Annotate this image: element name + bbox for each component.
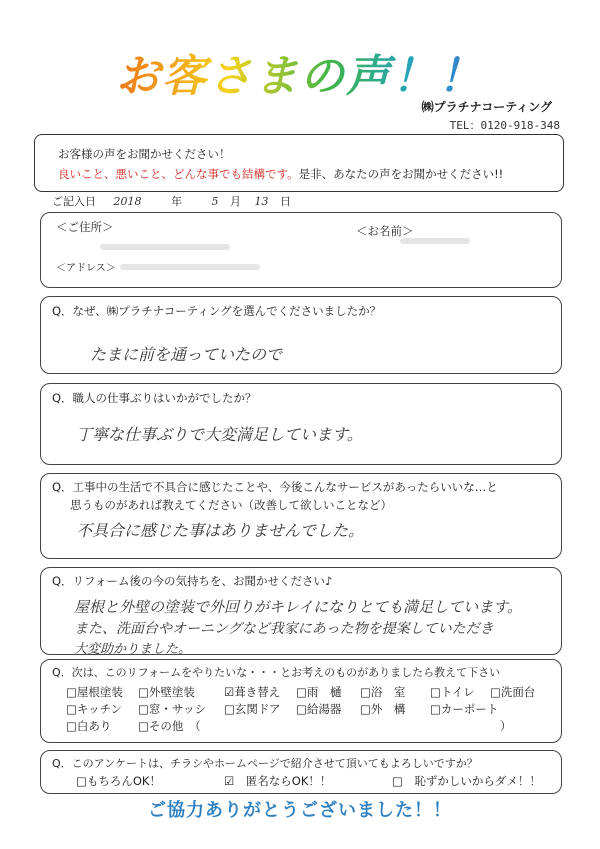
q6-option-ok: □もちろんOK！	[76, 774, 161, 788]
q5-option-roof-paint: □屋根塗装	[66, 685, 123, 699]
q5-option-bath: □浴 室	[360, 685, 406, 699]
redacted-address-2	[120, 264, 260, 270]
q2-answer: 丁寧な仕事ぶりで大変満足しています。	[76, 425, 363, 444]
footer-thanks: ご協力ありがとうございました！！	[148, 800, 452, 821]
date-line	[52, 193, 291, 209]
q5-option-gutter: □雨 樋	[296, 685, 342, 699]
intro-line1: お客様の声をお聞かせください！	[58, 147, 231, 161]
date-day: 13	[254, 195, 269, 208]
date-month-unit: 月	[230, 195, 241, 208]
q5-option-kitchen: □キッチン	[66, 702, 123, 716]
q5-option-wall-paint: □外壁塗装	[138, 685, 195, 699]
redacted-name	[400, 238, 470, 244]
date-year-unit: 年	[171, 195, 182, 208]
q2-question: Q．職人の仕事ぶりはいかがでしたか？	[52, 391, 257, 405]
q4-answer-line1: 屋根と外壁の塗装で外回りがキレイになりとても満足しています。	[74, 598, 522, 616]
q6-option-no: □ 恥ずかしいからダメ！！	[392, 774, 541, 788]
q4-answer-line2: また、洗面台やオーニングなど我家にあった物を提案していただき	[74, 621, 494, 637]
date-day-unit: 日	[280, 195, 291, 208]
q5-option-other-close: ）	[500, 719, 512, 733]
q6-option-anonymous: ☑ 匿名ならOK！！	[224, 774, 332, 788]
date-label: ご記入日	[52, 195, 96, 208]
q5-option-washbasin: □洗面台	[490, 685, 536, 699]
q5-option-carport: □カーポート	[430, 702, 499, 716]
q1-question: Q．なぜ、㈱プラチナコーティングを選んでくださいましたか？	[52, 304, 382, 318]
name-label: ＜お名前＞	[356, 224, 414, 238]
date-month: 5	[211, 195, 219, 208]
intro-line2	[58, 166, 503, 182]
intro-banner	[34, 134, 564, 192]
q5-option-water-heater: □給湯器	[296, 702, 342, 716]
q6-question: Q．このアンケートは、チラシやホームページで紹介させて頂いてもよろしいですか？	[52, 757, 478, 770]
q4-answer-line3: 大変助かりました。	[74, 642, 192, 657]
q3-question-line1: Q．工事中の生活で不具合に感じたことや、今後こんなサービスがあったらいいな…と	[52, 480, 498, 494]
q1-answer: たまに前を通っていたので	[90, 345, 283, 364]
q4-question: Q．リフォーム後の今の気持ちを、お聞かせください♪	[52, 574, 333, 588]
q5-option-door: □玄関ドア	[224, 702, 281, 716]
q5-question: Q．次は、このリフォームをやりたいな・・・とお考えのものがありましたら教えて下さい	[52, 666, 501, 679]
address-box	[40, 212, 562, 288]
q5-option-exterior: □外 構	[360, 702, 406, 716]
q5-option-toilet: □トイレ	[430, 685, 475, 699]
address-label: ＜ご住所＞	[56, 220, 114, 234]
q5-option-reroof: ☑葺き替え	[224, 685, 281, 699]
date-year: 2018	[113, 195, 142, 208]
q5-option-other: □その他 （	[138, 719, 201, 733]
page-title: お客さまの声！！	[0, 40, 600, 104]
address-sub-label: ＜アドレス＞	[56, 263, 116, 274]
q3-answer: 不具合に感じた事はありませんでした。	[76, 521, 365, 540]
redacted-address	[100, 244, 230, 250]
company-name: ㈱プラチナコーティング	[421, 100, 552, 114]
phone-number: TEL：0120-918-348	[449, 119, 560, 132]
intro-line2-black: 是非、あなたの声をお聞かせください!!	[298, 167, 504, 181]
intro-line2-red: 良いこと、悪いこと、どんな事でも結構です。	[58, 167, 299, 181]
q5-option-window: □窓・サッシ	[138, 702, 207, 716]
q3-question-line2: 思うものがあれば教えてください（改善して欲しいことなど）	[70, 498, 392, 512]
q5-option-termite: □白あり	[66, 719, 112, 733]
